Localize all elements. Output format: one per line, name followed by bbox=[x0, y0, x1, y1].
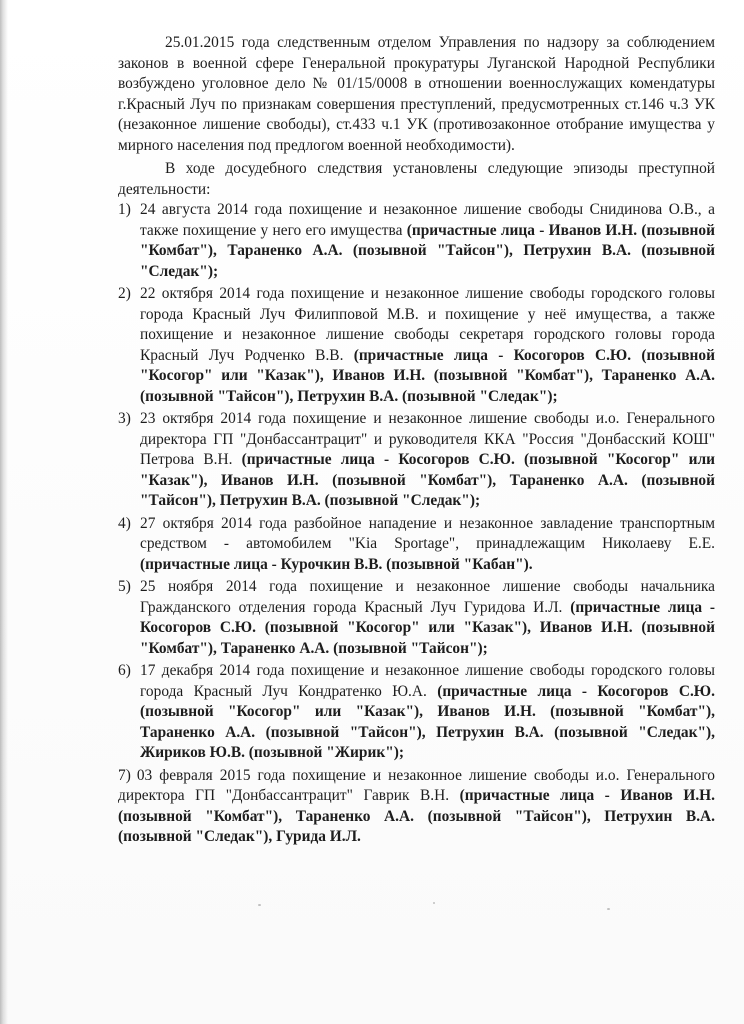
episode-persons: (причастные лица - Косогоров С.Ю. (позывной "Косогор" или "Казак"), Иванов И.Н. (позывной "Комбат"), Тараненко А.А. (позывной "Тайсон"), Петрухин В.А. (позывной "Следак"), Жириков Ю.В. (позывной "Жирик"); bbox=[140, 682, 715, 761]
episode-number: 3) bbox=[118, 410, 131, 427]
episode-text: 03 февраля 2015 года похищение и незаконное лишение свободы и.о. Генерального директора ГП "Донбассантрацит" Гаврик В.Н. bbox=[118, 766, 715, 804]
document-body bbox=[118, 33, 715, 850]
episode-persons: (причастные лица - Курочкин В.В. (позывной "Кабан"). bbox=[140, 555, 533, 573]
episode-persons: (причастные лица - Иванов И.Н. (позывной "Комбат"), Тараненко А.А. (позывной "Тайсон"), Петрухин В.А. (позывной "Следак"), Гурида И.Л. bbox=[118, 787, 715, 845]
episode-persons: (причастные лица - Иванов И.Н. (позывной "Комбат"), Тараненко А.А. (позывной "Тайсон"), Петрухин В.А. (позывной "Следак"); bbox=[140, 221, 715, 280]
episode-text: 24 августа 2014 года похищение и незаконное лишение свободы Снидинова О.В., а также похищение у него его имущества bbox=[140, 201, 715, 239]
episode-item bbox=[118, 200, 715, 282]
episode-item bbox=[118, 409, 715, 512]
episode-persons: (причастные лица - Косогоров С.Ю. (позывной "Косогор" или "Казак"), Иванов И.Н. (позывной "Комбат"), Тараненко А.А. (позывной "Тайсон"), Петрухин В.А. (позывной "Следак"); bbox=[140, 451, 715, 509]
episode-item bbox=[118, 284, 715, 407]
episode-text: 23 октября 2014 года похищение и незаконное лишение свободы и.о. Генерального директора ГП "Донбассантрацит" и руководителя ККА "Россия "Донбасский КОШ" Петрова В.Н. bbox=[140, 410, 715, 468]
episode-text: 17 декабря 2014 года похищение и незаконное лишение свободы городского головы города Красный Луч Кондратенко Ю.А. bbox=[140, 662, 715, 700]
episode-text: 22 октября 2014 года похищение и незаконное лишение свободы городского головы города Красный Луч Филипповой М.В. и похищение у неё имущества, а также похищение и незаконное лишение свободы секретаря городского головы города Красный Луч Родченко В.В. bbox=[140, 285, 715, 364]
episode-number: 2) bbox=[118, 285, 131, 302]
intro-paragraph: 25.01.2015 года следственным отделом Управления по надзору за соблюдением законов в военной сфере Генеральной прокуратуры Луганской Народной Республики возбуждено уголовное дело № 01/15/0008 в отношении военнослужащих комендатуры г.Красный Луч по признакам совершения преступлений, предусмотренных ст.146 ч.3 УК (незаконное лишение свободы), ст.433 ч.1 УК (противозаконное отобрание имущества у мирного населения под предлогом военной необходимости). bbox=[118, 34, 715, 154]
episode-persons: (причастные лица - Косогоров С.Ю. (позывной "Косогор" или "Казак"), Иванов И.Н. (позывной "Комбат"), Тараненко А.А. (позывной "Тайсон"); bbox=[140, 598, 715, 657]
episode-item bbox=[118, 766, 715, 848]
scan-speck bbox=[258, 904, 261, 906]
episode-number: 6) bbox=[118, 662, 131, 679]
episodes-intro-paragraph: В ходе досудебного следствия установлены следующие эпизоды преступной деятельности: bbox=[118, 160, 715, 198]
episode-item bbox=[118, 577, 715, 659]
episode-number: 7) bbox=[118, 766, 131, 784]
episode-text: 25 ноября 2014 года похищение и незаконное лишение свободы начальника Гражданского отделения города Красный Луч Гуридова И.Л. bbox=[140, 578, 715, 616]
episode-number: 5) bbox=[118, 578, 131, 595]
episode-text: 27 октября 2014 года разбойное нападение и незаконное завладение транспортным средством - автомобилем "Kia Sportage", принадлежащим Николаеву Е.Е. bbox=[140, 514, 715, 552]
episode-list bbox=[118, 200, 715, 848]
episode-number: 4) bbox=[118, 514, 131, 532]
scan-speck bbox=[607, 908, 610, 910]
episode-item bbox=[118, 514, 715, 576]
episode-item bbox=[118, 661, 715, 764]
episode-number: 1) bbox=[118, 201, 131, 218]
scan-left-edge bbox=[0, 0, 8, 1024]
scan-speck bbox=[433, 902, 435, 904]
episode-persons: (причастные лица - Косогоров С.Ю. (позывной "Косогор" или "Казак"), Иванов И.Н. (позывной "Комбат"), Тараненко А.А. (позывной "Тайсон"), Петрухин В.А. (позывной "Следак"); bbox=[140, 346, 715, 405]
